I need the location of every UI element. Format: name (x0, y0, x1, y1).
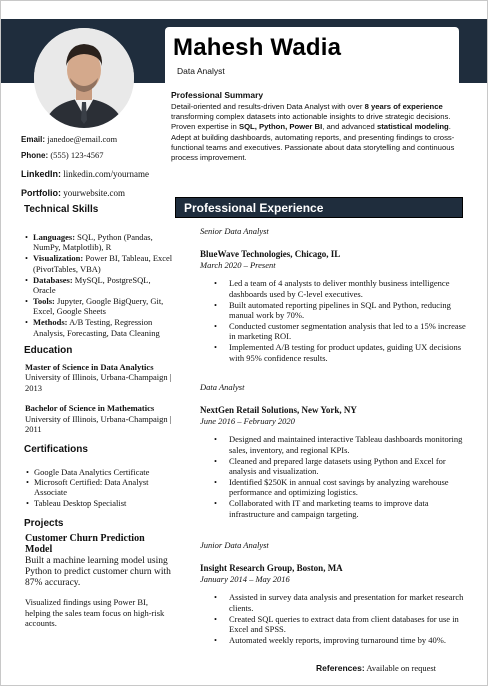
list-item: • Google Data Analytics Certificate (25, 467, 173, 477)
email-label: Email: (21, 135, 46, 144)
job-company: BlueWave Technologies, Chicago, IL (200, 249, 341, 260)
email-value[interactable]: janedoe@email.com (47, 134, 118, 144)
education-item (25, 403, 173, 434)
summary-part: Detail-oriented and results-driven Data Analyst with over (171, 102, 365, 111)
experience-heading: Professional Experience (175, 197, 463, 218)
skills-list (25, 232, 173, 338)
degree-title: Master of Science in Data Analytics (25, 362, 154, 373)
summary-part: transforming complex datasets into actionable insights to drive strategic decisions. Proven expertise in (171, 112, 451, 132)
list-item: • Identified $250K in annual cost savings by analyzing warehouse performance and optimizing logistics. (200, 477, 472, 498)
candidate-role: Data Analyst (177, 66, 225, 76)
job-dates: March 2020 – Present (200, 259, 276, 270)
list-item (25, 317, 173, 338)
job-duties (200, 278, 472, 363)
job-entry (200, 382, 472, 519)
skill-text: A/B Testing, Regression Analysis, Forecasting, Data Cleaning (33, 317, 160, 338)
job-entry (200, 226, 472, 363)
contact-linkedin (21, 169, 173, 179)
school-line: University of Illinois, Urbana-Champaign | 2011 (25, 413, 172, 435)
list-item: • Assisted in survey data analysis and presentation for market research clients. (200, 592, 472, 613)
list-item: • Led a team of 4 analysts to deliver monthly business intelligence dashboards used by C-level executives. (200, 278, 472, 299)
job-company: NextGen Retail Solutions, New York, NY (200, 405, 357, 416)
skill-text: Jupyter, Google BigQuery, Git, Excel, Google Sheets (33, 295, 164, 317)
job-title: Data Analyst (200, 382, 245, 392)
list-item: • Designed and maintained interactive Tableau dashboards monitoring sales, inventory, and regional KPIs. (200, 434, 472, 455)
portfolio-label: Portfolio: (21, 188, 61, 198)
job-duties (200, 592, 472, 645)
project-title: Customer Churn Prediction Model (25, 533, 145, 556)
certifications-heading: Certifications (24, 443, 88, 455)
job-dates: January 2014 – May 2016 (200, 573, 290, 584)
list-item: • Conducted customer segmentation analysis that led to a 15% increase in marketing ROI. (200, 321, 472, 342)
profile-photo (34, 28, 134, 128)
summary-section (171, 90, 467, 163)
education-heading: Education (24, 345, 73, 357)
list-item (25, 275, 173, 296)
summary-bold: 8 years of experience (364, 102, 443, 111)
job-duties (200, 434, 472, 519)
job-dates: June 2016 – February 2020 (200, 415, 295, 426)
skill-text: SQL, Python (Pandas, NumPy, Matplotlib), R (33, 232, 153, 253)
list-item: • Collaborated with IT and marketing teams to improve data infrastructure and campaign targeting. (200, 498, 472, 519)
candidate-name: Mahesh Wadia (173, 34, 342, 61)
degree-title: Bachelor of Science in Mathematics (25, 403, 155, 414)
skill-label: Visualization: (33, 253, 84, 264)
contact-email (21, 134, 173, 144)
summary-bold: statistical modeling (376, 122, 449, 132)
linkedin-value[interactable]: linkedin.com/yourname (63, 169, 149, 179)
summary-text (171, 102, 467, 163)
left-column (21, 134, 173, 628)
linkedin-label: LinkedIn: (21, 169, 61, 179)
certifications-list (25, 467, 173, 509)
skill-text: Power BI, Tableau, Excel (PivotTables, VBA) (33, 253, 173, 274)
list-item: • Cleaned and prepared large datasets using Python and Excel for analysis and visualization. (200, 456, 472, 477)
skill-label: Databases: (33, 274, 73, 285)
job-entry (200, 540, 472, 646)
skill-label: Tools: (33, 295, 55, 306)
list-item (25, 296, 173, 317)
list-item (25, 232, 173, 253)
list-item (25, 253, 173, 274)
contact-phone (21, 150, 173, 160)
education-item (25, 362, 173, 393)
summary-heading: Professional Summary (171, 90, 264, 100)
references-label: References: (316, 663, 365, 673)
list-item: • Implemented A/B testing for product updates, guiding UX decisions with 95% confidence results. (200, 342, 472, 363)
portfolio-value[interactable]: yourwebsite.com (63, 188, 125, 198)
job-company: Insight Research Group, Boston, MA (200, 563, 343, 574)
list-item: • Microsoft Certified: Data Analyst Associate (25, 477, 173, 498)
school-line: University of Illinois, Urbana-Champaign | 2013 (25, 372, 172, 393)
summary-part: . Adept at building dashboards, automating reports, and presenting findings to cross-functional teams and executives. Passionate about data storytelling and continuous process improvement. (171, 122, 455, 163)
phone-label: Phone: (21, 151, 49, 160)
references-text: Available on request (364, 663, 437, 673)
summary-part: , and advanced (322, 122, 377, 132)
phone-value: (555) 123-4567 (50, 150, 104, 160)
project-description: Built a machine learning model using Python to predict customer churn with 87% accuracy. (25, 556, 171, 589)
contact-portfolio (21, 188, 173, 198)
job-title: Junior Data Analyst (200, 540, 269, 550)
skill-label: Languages: (33, 232, 76, 242)
skill-text: MySQL, PostgreSQL, Oracle (33, 274, 151, 296)
job-title: Senior Data Analyst (200, 226, 269, 236)
projects-heading: Projects (24, 518, 64, 530)
skill-label: Methods: (33, 317, 68, 328)
summary-bold: SQL, Python, Power BI (238, 122, 323, 132)
list-item: • Built automated reporting pipelines in SQL and Python, reducing manual work by 70%. (200, 300, 472, 321)
list-item: • Tableau Desktop Specialist (25, 498, 173, 508)
list-item: • Created SQL queries to extract data from client databases for use in Excel and SPSS. (200, 614, 472, 635)
person-portrait-icon (34, 28, 134, 128)
project-description-2: Visualized findings using Power BI, helping the sales team focus on high-risk accounts. (25, 597, 165, 628)
references-line (316, 663, 436, 673)
skills-heading: Technical Skills (24, 204, 99, 215)
list-item: • Automated weekly reports, improving turnaround time by 40%. (200, 635, 472, 645)
